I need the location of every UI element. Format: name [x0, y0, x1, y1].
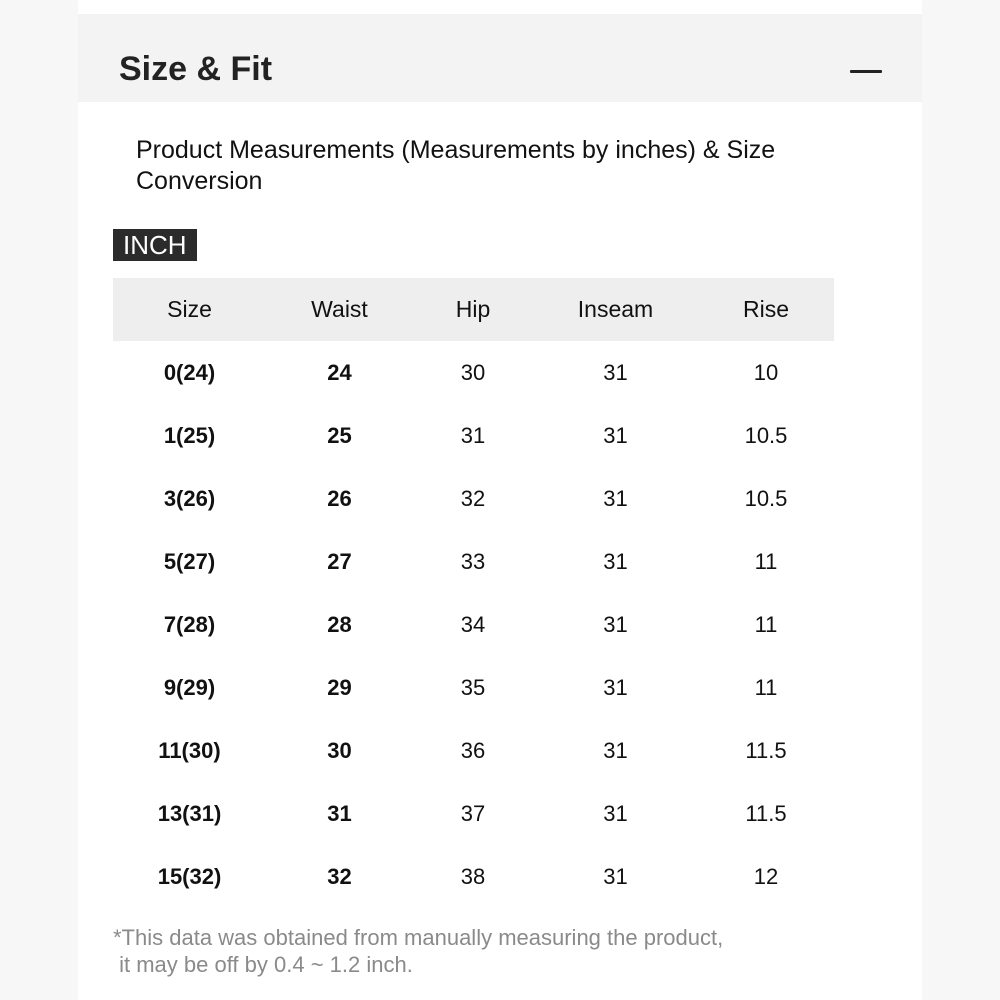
- cell-waist: 24: [327, 359, 352, 385]
- cell-inseam: 31: [603, 800, 628, 826]
- table-row: [113, 656, 834, 719]
- cell-rise: 11: [754, 674, 778, 700]
- cell-waist: 28: [327, 611, 352, 637]
- cell-hip: 33: [460, 548, 486, 574]
- section-title: Size & Fit: [119, 50, 273, 88]
- cell-waist: 32: [327, 863, 352, 889]
- cell-size: 7(28): [163, 611, 216, 637]
- header-inseam: Inseam: [533, 278, 698, 341]
- header-size: Size: [113, 278, 266, 341]
- cell-size: 5(27): [163, 548, 216, 574]
- cell-size: 11(30): [158, 737, 221, 763]
- cell-waist: 25: [327, 422, 352, 448]
- table-row: [113, 719, 834, 782]
- unit-badge: INCH: [113, 229, 197, 261]
- cell-hip: 38: [460, 863, 486, 889]
- cell-rise: 11: [754, 611, 778, 637]
- header-waist: Waist: [266, 278, 413, 341]
- measurement-disclaimer: [113, 924, 813, 978]
- table-row: [113, 530, 834, 593]
- cell-waist: 27: [327, 548, 352, 574]
- cell-size: 15(32): [157, 863, 222, 889]
- cell-hip: 32: [460, 485, 486, 511]
- cell-rise: 10: [753, 359, 779, 385]
- size-table: [113, 278, 834, 908]
- cell-size: 9(29): [163, 674, 216, 700]
- cell-rise: 11.5: [745, 737, 787, 763]
- cell-rise: 11.5: [745, 800, 787, 826]
- cell-inseam: 31: [603, 548, 628, 574]
- disclaimer-line-1: *This data was obtained from manually measuring the product,: [113, 925, 724, 950]
- cell-hip: 35: [460, 674, 486, 700]
- table-row: [113, 404, 834, 467]
- cell-waist: 31: [327, 800, 352, 826]
- cell-hip: 31: [460, 422, 486, 448]
- cell-waist: 30: [327, 737, 352, 763]
- table-row: [113, 782, 834, 845]
- header-hip: Hip: [413, 278, 533, 341]
- cell-inseam: 31: [603, 674, 628, 700]
- size-fit-panel: [78, 0, 922, 1000]
- disclaimer-line-2: it may be off by 0.4 ~ 1.2 inch.: [113, 952, 413, 977]
- table-header-row: [113, 278, 834, 341]
- cell-size: 1(25): [163, 422, 216, 448]
- table-row: [113, 593, 834, 656]
- cell-waist: 26: [327, 485, 352, 511]
- cell-size: 13(31): [157, 800, 222, 826]
- cell-hip: 36: [460, 737, 486, 763]
- table-row: [113, 467, 834, 530]
- cell-hip: 30: [460, 359, 486, 385]
- cell-rise: 10.5: [744, 422, 788, 448]
- cell-hip: 37: [460, 800, 486, 826]
- cell-rise: 12: [753, 863, 779, 889]
- size-fit-header[interactable]: [78, 14, 922, 102]
- cell-size: 0(24): [163, 359, 216, 385]
- cell-inseam: 31: [603, 737, 628, 763]
- intro-text: Product Measurements (Measurements by inches) & Size Conversion: [136, 136, 776, 195]
- cell-hip: 34: [460, 611, 486, 637]
- cell-waist: 29: [327, 674, 352, 700]
- header-rise: Rise: [698, 278, 834, 341]
- cell-inseam: 31: [603, 611, 628, 637]
- cell-inseam: 31: [603, 863, 628, 889]
- cell-inseam: 31: [603, 485, 628, 511]
- cell-size: 3(26): [163, 485, 216, 511]
- table-row: [113, 845, 834, 908]
- cell-rise: 10.5: [744, 485, 788, 511]
- cell-inseam: 31: [603, 422, 628, 448]
- minus-icon[interactable]: [850, 58, 882, 84]
- table-row: [113, 341, 834, 404]
- cell-inseam: 31: [603, 359, 628, 385]
- cell-rise: 11: [754, 548, 778, 574]
